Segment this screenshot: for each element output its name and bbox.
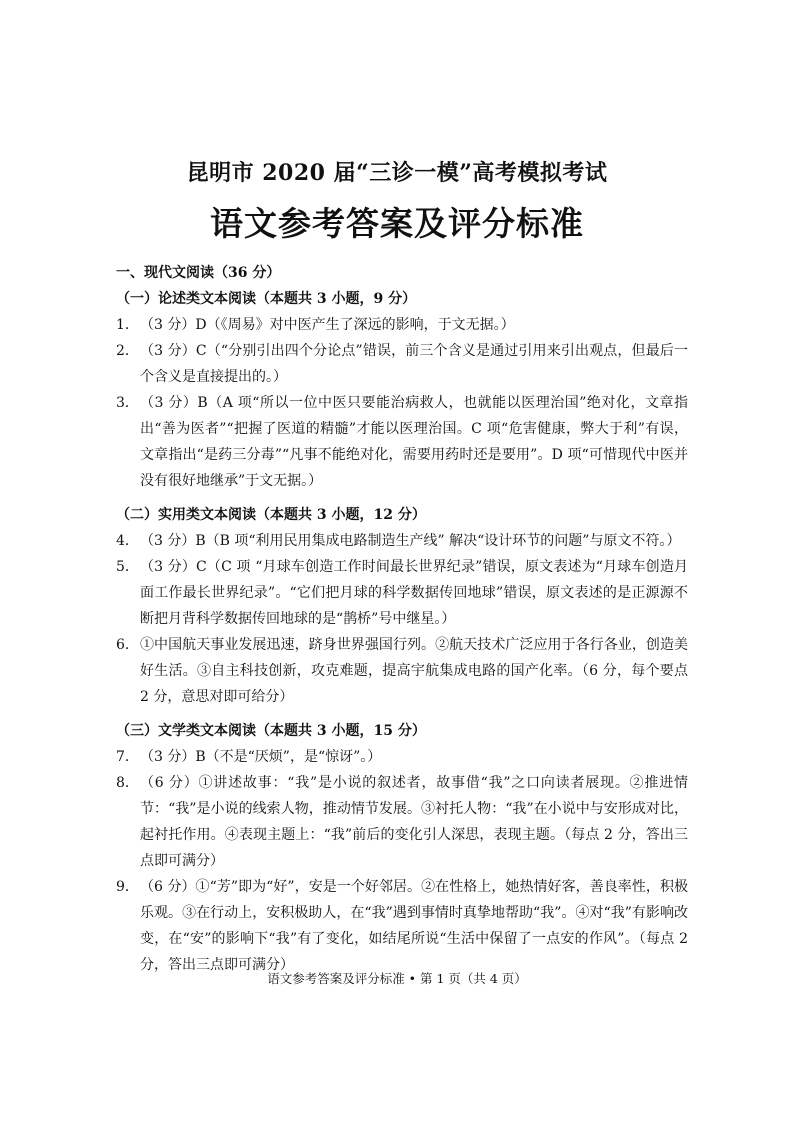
answer-text: ①中国航天事业发展迅速，跻身世界强国行列。②航天技术广泛应用于各行各业，创造美好生活。③自主科技创新，攻克难题，提高宇航集成电路的国产化率。（6 分，每个要点 2 分，意思对即可给分） — [140, 637, 688, 705]
answer-text: （6 分）①“芳”即为“好”，安是一个好邻居。②在性格上，她热情好客，善良率性，积极乐观。③在行动上，安积极助人，在“我”遇到事情时真挚地帮助“我”。④对“我”有影响改变，在“安”的影响下“我”有了变化，如结尾所说“生活中保留了一点安的作风”。（每点 2 分，答出三点即可满分） — [140, 879, 688, 973]
question-number: 8． — [116, 775, 139, 791]
question-number: 6． — [116, 637, 139, 653]
document-title: 语文参考答案及评分标准 — [210, 204, 584, 243]
answer-text: （6 分）①讲述故事：“我”是小说的叙述者，故事借“我”之口向读者展现。②推进情节：“我”是小说的线索人物，推动情节发展。③衬托人物：“我”在小说中与安形成对比，起衬托作用。④表现主题上：“我”前后的变化引人深思，表现主题。（每点 2 分，答出三点即可满分） — [140, 775, 688, 869]
part-heading-argumentative: （一）论述类文本阅读（本题共 3 小题，9 分） — [116, 291, 417, 307]
answer-text: （3 分）B（A 项“所以一位中医只要能治病救人，也就能以医理治国”绝对化，文章指出“善为医者”“把握了医道的精髓”才能以医理治国。C 项“危害健康，弊大于利”有误，文章指出“是药三分毒”“凡事不能绝对化，需要用药时还是要用”。D 项“可惜现代中医并没有很好地继承”于文无据。） — [140, 395, 688, 489]
answer-text: （3 分）D（《周易》对中医产生了深远的影响，于文无据。） — [140, 317, 515, 333]
exam-title: 昆明市 2020 届“三诊一模”高考模拟考试 — [186, 160, 608, 186]
answer-text: （3 分）C（C 项 “月球车创造工作时间最长世界纪录”错误，原文表述为“月球车创造月面工作最长世界纪录”。“它们把月球的科学数据传回地球”错误，原文表述的是正源源不断把月背科学数据传回地球的是“鹊桥”号中继星。） — [140, 559, 688, 627]
answer-text: （3 分）B（B 项“利用民用集成电路制造生产线” 解决“设计环节的问题”与原文不符。） — [140, 533, 681, 549]
part-heading-practical: （二）实用类文本阅读（本题共 3 小题，12 分） — [116, 507, 426, 523]
section-heading: 一、现代文阅读（36 分） — [116, 265, 281, 281]
answer-text: （3 分）B（不是“厌烦”，是“惊讶”。） — [140, 749, 382, 765]
answer-item — [116, 338, 688, 390]
answer-item — [116, 390, 688, 494]
question-number: 3． — [116, 395, 139, 411]
question-number: 7． — [116, 749, 139, 765]
answer-item — [116, 874, 688, 978]
answer-item — [116, 744, 688, 770]
question-number: 2． — [116, 343, 139, 359]
answer-item — [116, 770, 688, 874]
answer-content — [116, 260, 688, 978]
question-number: 9． — [116, 879, 139, 895]
question-number: 4． — [116, 533, 139, 549]
part-heading-literary: （三）文学类文本阅读（本题共 3 小题，15 分） — [116, 723, 426, 739]
question-number: 5． — [116, 559, 139, 575]
question-number: 1． — [116, 317, 139, 333]
answer-item — [116, 312, 688, 338]
answer-item — [116, 554, 688, 632]
answer-text: （3 分）C（“分别引出四个分论点”错误，前三个含义是通过引用来引出观点，但最后一个含义是直接提出的。） — [140, 343, 688, 385]
answer-item — [116, 528, 688, 554]
answer-item — [116, 632, 688, 710]
page-footer: 语文参考答案及评分标准 • 第 1 页（共 4 页） — [267, 971, 527, 986]
